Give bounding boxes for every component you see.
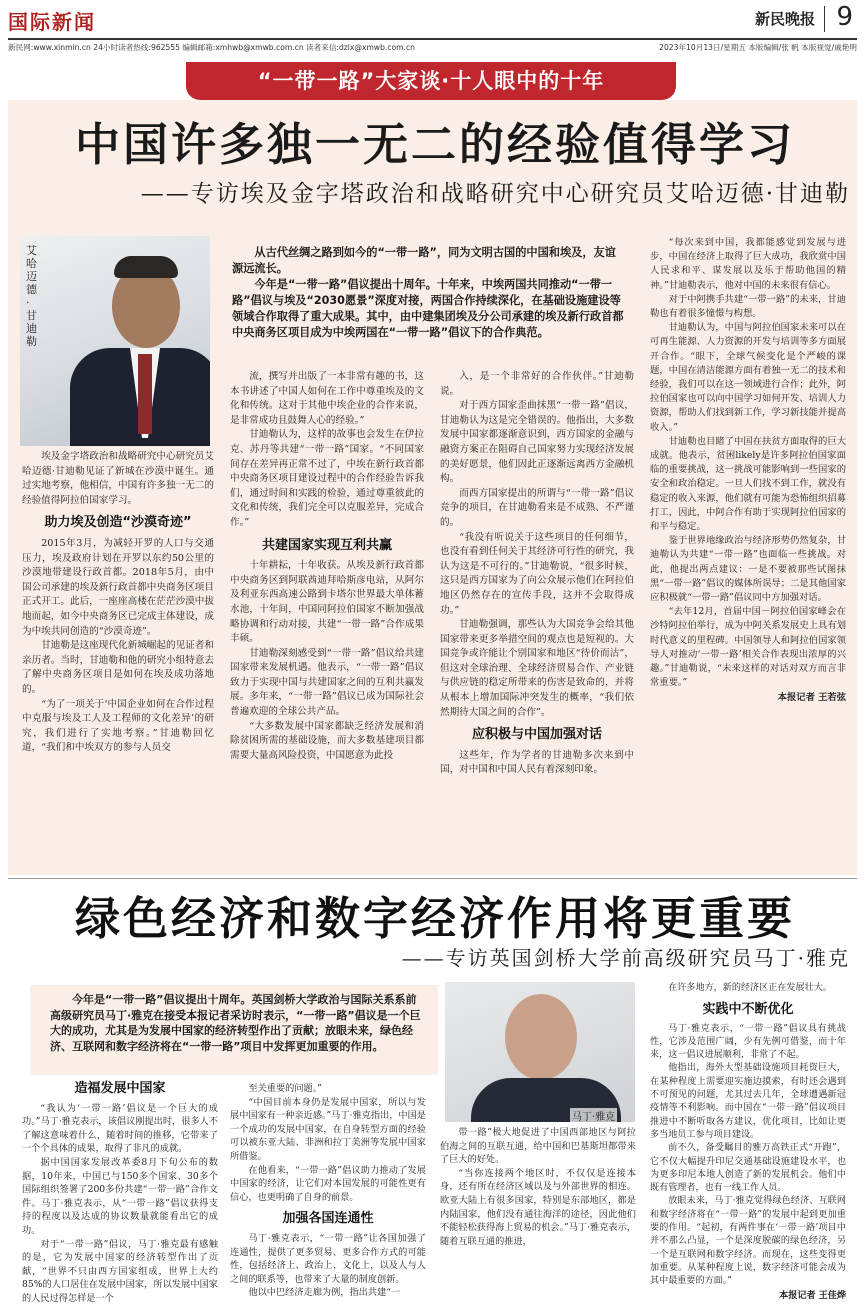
paragraph: “每次来到中国，我都能感觉到发展与进步，中国在经济上取得了巨大成功，我欣赏中国人民求和平、谋发展以及乐于帮助他国的精神。”甘迪勒表示，他对中国的未来很有信心。 [650,237,846,291]
info-left: 新民网:www.xinmin.cn 24小时读者热线:962555 编辑邮箱:xmhwb@xmwb.com.cn 读者来信:dzlx@xmwb.com.cn [8,43,415,52]
lead-paragraph: 今年是“一带一路”倡议提出十周年。英国剑桥大学政治与国际关系系前高级研究员马丁·雅克在接受本报记者采访时表示，“一带一路”倡议是一个巨大的成功，尤其是为发展中国家的经济转型作出了贡献；放眼未来，绿色经济、互联网和数字经济将在“一带一路”项目中发挥更加重要的作用。 [50,993,421,1053]
paragraph: “大多数发展中国家都缺乏经济发展和消除贫困所需的基础设施，而大多数基建项目都需要大量高风险投资，中国愿意为此投 [230,720,424,761]
jacques-photo [445,982,635,1122]
paragraph: 2015年3月，为减轻开罗的人口与交通压力，埃及政府计划在开罗以东约50公里的沙漠地带建设行政首都。2018年5月，由中国公司承建的埃及新行政首都中央商务区项目正式开工。此后，一座座高楼在茫茫沙漠中拔地而起，如今中央商务区已完成主体建设，成为中埃共同创造的“沙漠奇迹”。 [22,537,214,637]
article2-lead [50,992,422,1054]
article1-heading-c: 应积极与中国加强对话 [471,727,602,743]
paragraph: 放眼未来，马丁·雅克觉得绿色经济、互联网和数字经济将在“一带一路”的发展中起到更加重要的作用。“起初，有两件事在‘一带一路’项目中并不那么凸显，一个是深度脱碳的绿色经济，另一个是互联网和数字经济。而现在，这些变得更加重要。从某种程度上说，数字经济可能会成为其中最重要的方面。” [650,1196,846,1287]
paragraph: 入，是一个非常好的合作伙伴。”甘迪勒说。 [440,371,634,397]
paragraph: 甘迪勒认为，这样的故事也会发生在伊拉克、苏丹等共建“一带一路”国家。“不同国家间存在差异再正常不过了，中埃在新行政首都中央商务区项目建设过程中的合作经验告诉我们，通过时间和实践的检验，通过尊重彼此的文化和传统，我们完全可以克服差异，完成合作。” [230,429,424,528]
article1-lead [232,245,627,341]
article-separator [8,878,857,879]
paragraph: 前不久，备受瞩目的雅万高铁正式“开跑”，它不仅大幅提升印尼交通基础设施建设水平，也为更多印尼本地人创造了新的发展机会。他们中既有管理者，也有一线工作人员。 [650,1143,846,1194]
article1-heading-a: 助力埃及创造“沙漠奇迹” [44,515,192,531]
newspaper-name: 新民晚报 [754,10,815,28]
paragraph: 据中国国家发展改革委8月下旬公布的数据，10年来，中国已与150多个国家、30多个国际组织签署了200多份共建“一带一路”合作文件。马丁·雅克表示，从“一带一路”倡议获得支持的程度以及达成的协议数量就能看出它的成功。 [22,1156,218,1236]
article2-heading-c: 实践中不断优化 [702,1002,794,1018]
article2-title: 绿色经济和数字经济作用将更重要 [74,892,795,945]
paragraph: “去年12月，首届中国－阿拉伯国家峰会在沙特阿拉伯举行，成为中阿关系发展史上具有划时代意义的里程碑。中国领导人和阿拉伯国家领导人对推动‘一带一路’相关合作表现出浓厚的兴趣。”甘迪勒说，“未来这样的对话对双方而言非常重要。” [650,606,846,689]
article1-column-3 [440,370,634,778]
article1-column-2 [230,370,424,763]
paragraph: 甘迪勒也目睹了中国在扶贫方面取得的巨大成就。他表示，贫困likely是许多阿拉伯国家面临的重要挑战，这一挑战可能影响到一些国家的安全和政治稳定。一旦人们找不到工作，就没有稳定的收入来源，他们就有可能为恐怖组织招募打工，因此，中阿合作有助于实现阿拉伯国家的和平与稳定。 [650,435,846,533]
paragraph: 这些年，作为学者的甘迪勒多次来到中国，对中国和中国人民有着深刻印象。 [440,749,634,776]
lead-paragraph: 今年是“一带一路”倡议提出十周年。十年来，中埃两国共同推动“一带一路”倡议与埃及“2030愿景”深度对接，两国合作持续深化，在基础设施建设等领域合作取得了重大成果。其中，由中建集团埃及分公司承建的埃及新行政首都中央商务区项目成为中埃两国在“一带一路”倡议下的合作典范。 [232,278,624,339]
gandil-photo [20,236,210,446]
paragraph: 鉴于世界地缘政治与经济形势仍然复杂，甘迪勒认为共建“一带一路”也面临一些挑战。对此，他提出两点建议：一是不要被那些试图抹黑“一带一路”倡议的媒体所误导；二是其他国家应积极就“一带一路”倡议同中方加强对话。 [650,535,846,604]
paragraph: 甘迪勒认为，中国与阿拉伯国家未来可以在可再生能源、人力资源的开发与培训等多方面展开合作。“眼下，全球气候变化是个严峻的课题，中国在清洁能源方面有着独一无二的技术和经验，我们可以在这一领域进行合作；此外，阿拉伯国家也可以向中国学习如何开发、培训人力资源，帮助人们找到新工作，学习新技能并提高收入。” [650,322,846,433]
info-right: 2023年10月13日/星期五 本版编辑/张 帆 本版视觉/戚艳明 [659,43,857,52]
series-banner: “一带一路”大家谈·十人眼中的十年 [186,62,676,100]
paragraph: “我没有听说关于这些项目的任何细节，也没有看到任何关于其经济可行性的研究，我认为这是不可行的。”甘迪勒说，“很多时候，这只是西方国家为了向公众展示他们在阿拉伯地区仍然存在的宣传手段，这并不会取得成功。” [440,531,634,616]
info-bar [8,42,857,56]
article2-column-1 [22,1082,218,1306]
header-divider [824,6,825,32]
paragraph: 在他看来，“一带一路”倡议助力推动了发展中国家的经济，让它们对本国发展的可能性更有信心，也更明确了自身的前景。 [230,1164,426,1203]
paragraph: 马丁·雅克表示，“一带一路”让各国加强了连通性，提供了更多贸易、更多合作方式的可能性，包括经济上、政治上、文化上，以及人与人之间的联系等，也带来了大量的制度创新。 [230,1232,426,1285]
article2-column-4 [650,982,846,1302]
paragraph: “当你连接两个地区时，不仅仅是连接本身，还有所在经济区域以及与外部世界的相连。欧亚大陆上有很多国家，特别是东部地区，都是内陆国家，他们没有通往海洋的途径，因此他们不能轻松获得海上贸易的机会。”马丁·雅克表示，随着互联互通的推进， [440,1167,636,1247]
article2-heading-a: 造福发展中国家 [74,1081,166,1096]
paragraph: “我认为‘一带一路’倡议是一个巨大的成功。”马丁·雅克表示，该倡议刚提出时，很多人不了解这意味着什么，随着时间的推移，它带来了一个个具体的成果，取得了非凡的成就。 [22,1102,218,1155]
paragraph: 甘迪勒强调，那些认为大国竞争会给其他国家带来更多举措空间的观点也是短视的。大国竞争或许能让个别国家和地区“待价而沽”，但这对全球治理、全球经济贸易合作、产业链与供应链的稳定所带来的伤害是致命的，并将从根本上增加国际冲突发生的概率，“我们依然期待大国之间的合作”。 [440,619,634,718]
article2-subtitle: ——专访英国剑桥大学前高级研究员马丁·雅克 [401,946,850,970]
lead-paragraph: 从古代丝绸之路到如今的“一带一路”，同为文明古国的中国和埃及，友谊源远流长。 [232,246,616,275]
paragraph: 带一路”极大地促进了中国西部地区与阿拉伯海之间的互联互通，给中国和巴基斯坦都带来了巨大的好处。 [440,1127,636,1166]
paragraph: 对于“一带一路”倡议，马丁·雅克最有感触的是，它为发展中国家的经济转型作出了贡献，“世界不只由西方国家组成，世界上大约85%的人口居住在发展中国家，所以发展中国家的人民过得怎样是一个 [22,1238,218,1304]
section-title: 国际新闻 [8,10,96,34]
paragraph: 在许多地方，新的经济区正在发展壮大。 [668,983,832,993]
paragraph: “中国目前本身仍是发展中国家，所以与发展中国家有一种亲近感。”马丁·雅克指出，中国是一个成功的发展中国家，在自身转型方面的经验可以被东亚大陆、非洲和拉丁美洲等发展中国家所借鉴。 [230,1096,426,1162]
photo-label: 艾哈迈德·甘迪勒 [26,244,37,348]
article2-column-3 [440,1126,636,1248]
article2-column-2 [230,1082,426,1300]
article1-subtitle: ——专访埃及金字塔政治和战略研究中心研究员艾哈迈德·甘迪勒 [140,181,850,207]
paragraph: 马丁·雅克表示，“一带一路”倡议具有挑战性，它涉及范围广阔，少有先例可借鉴，而十年来，这一倡议进展顺利，非常了不起。 [650,1023,846,1061]
paragraph: 他以中巴经济走廊为例，指出共建“一 [248,1287,401,1299]
jacques-caption: 马丁·雅克 [570,1108,617,1123]
paragraph: 而西方国家提出的所谓与“一带一路”倡议竞争的项目，在甘迪勒看来是不成熟、不严谨的。 [440,487,634,528]
article2-heading-b: 加强各国连通性 [282,1211,374,1227]
paragraph: 对于西方国家歪曲抹黑“一带一路”倡议，甘迪勒认为这是完全错误的。他指出，大多数发展中国家都逐渐意识到，西方国家的金融与融资方案正在阻碍自己国家努力实现经济发展的美好愿景，他们因此正逐渐远离西方金融机构。 [440,400,634,485]
page-number: 9 [836,2,853,32]
article1-heading-b: 共建国家实现互利共赢 [261,537,392,553]
paragraph: 他指出，海外大型基础设施项目耗资巨大，在某种程度上需要迎实施边摸索，有时还会遇到不可预见的问题，尤其过去几年，全球遭遇新冠疫情等不利影响。而中国在“一带一路”倡议项目推进中不断听取各方建议，优化项目，比如让更多当地员工参与项目建设。 [650,1063,846,1140]
paragraph: 甘迪勒是这座现代化新城崛起的见证者和亲历者。当时，甘迪勒和他的研究小组特意去了解中央商务区项目是如何在埃及成功落地的。 [22,640,214,695]
reporter-byline: 本报记者 王佳烨 [779,1289,846,1301]
paragraph: 对于中阿携手共建“一带一路”的未来，甘迪勒也有着很多憧憬与构想。 [650,293,846,320]
paragraph: “为了一项关于‘中国企业如何在合作过程中克服与埃及工人及工程师的文化差异’的研究，我们进行了实地考察。”甘迪勒回忆道，“我们和中埃双方的参与人员交 [22,698,214,754]
article1-title: 中国许多独一无二的经验值得学习 [74,118,795,171]
reporter-byline: 本报记者 王若弦 [777,691,846,703]
paragraph: 流，撰写并出版了一本非常有趣的书，这本书讲述了中国人如何在工作中尊重埃及的文化和传统。这对于其他中埃企业的合作来说，是非常成功且鼓舞人心的经验。” [230,371,424,426]
paragraph: 十年耕耘，十年收获。从埃及新行政首都中央商务区到阿联酋迪拜哈斯彦电站，从阿尔及利亚东西高速公路到卡塔尔世界最大单体蓄水池，十年间，中国同阿拉伯国家不断加强战略协调和行动对接，共建“一带一路”合作成果丰硕。 [230,560,424,645]
article1-column-4 [650,236,846,705]
paragraph: 甘迪勒深刻感受到“一带一路”倡议给共建国家带来发展机遇。他表示，“一带一路”倡议致力于实现中国与共建国家之间的互利共赢发展。多年来，“一带一路”倡议已成为国际社会普遍欢迎的全球公共产品。 [230,647,424,718]
header-rule [8,38,857,40]
photo-caption: 埃及金字塔政治和战略研究中心研究员艾哈迈德·甘迪勒见证了新城在沙漠中诞生。通过实地考察，他相信，中国有许多独一无二的经验值得阿拉伯国家学习。 [22,451,214,506]
paragraph: 至关重要的问题。” [248,1083,322,1094]
article1-column-1 [22,450,214,756]
